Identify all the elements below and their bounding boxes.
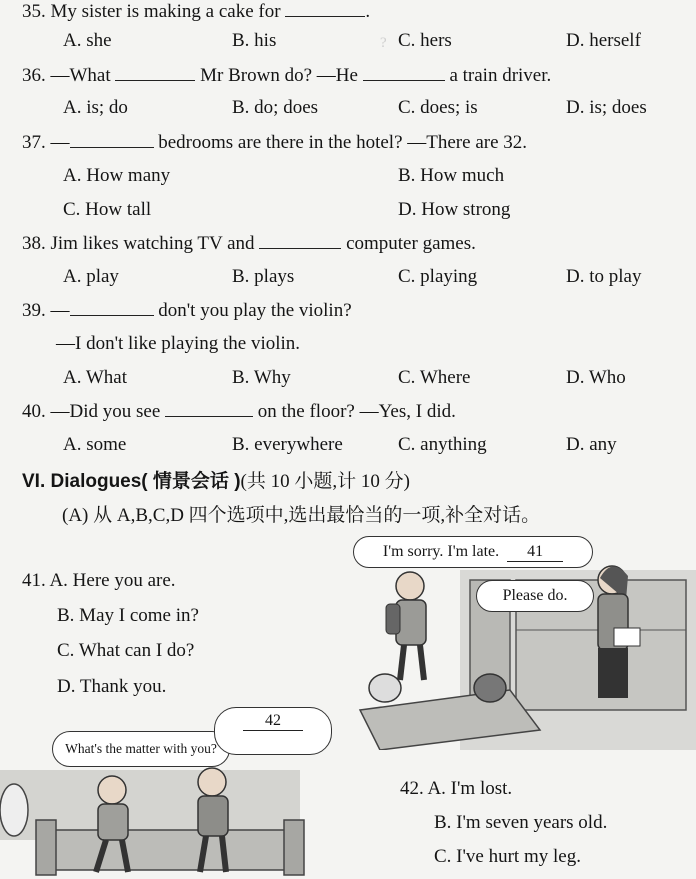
option-b[interactable]: B. everywhere	[232, 434, 343, 455]
option-c[interactable]: C. anything	[398, 434, 487, 455]
option-d[interactable]: D. any	[566, 434, 617, 455]
speech-bubble-question: What's the matter with you?	[52, 731, 230, 767]
question-response-line: —I don't like playing the violin.	[56, 333, 301, 354]
option-c[interactable]: C. How tall	[63, 199, 152, 220]
option-b[interactable]: B. Why	[232, 367, 291, 388]
option-b[interactable]: B. I'm seven years old.	[434, 812, 608, 833]
question-text: My sister is making a cake for	[50, 1, 281, 22]
question-text: —What	[50, 65, 111, 86]
question-number: 42.	[400, 778, 424, 799]
section-info: (共 10 小题,计 10 分)	[240, 471, 410, 492]
bubble-text: I'm sorry. I'm late.	[382, 543, 500, 560]
section-instruction: (A) 从 A,B,C,D 四个选项中,选出最恰当的一项,补全对话。	[62, 505, 541, 526]
option-d[interactable]: D. Thank you.	[57, 676, 167, 697]
option-d[interactable]: D. to play	[566, 266, 642, 287]
question-text: on the floor? —Yes, I did.	[257, 401, 456, 422]
bubble-blank-number[interactable]: 41	[507, 543, 563, 562]
question-text: computer games.	[346, 233, 476, 254]
question-text: .	[365, 1, 371, 22]
bleed-through-text: ?	[380, 35, 387, 51]
answer-blank[interactable]	[70, 131, 154, 148]
option-a: A. I'm lost.	[427, 778, 513, 799]
bubble-blank-number[interactable]: 42	[243, 712, 303, 731]
option-b[interactable]: B. do; does	[232, 97, 319, 118]
option-c[interactable]: C. I've hurt my leg.	[434, 846, 581, 867]
section-title: VI. Dialogues( 情景会话 )	[22, 471, 241, 492]
question-text: bedrooms are there in the hotel? —There are 32.	[158, 132, 528, 153]
option-c[interactable]: C. hers	[398, 30, 452, 51]
question-text: a train driver.	[449, 65, 552, 86]
speech-bubble-answer	[214, 707, 332, 755]
question-39	[22, 299, 352, 322]
option-a[interactable]: A. How many	[63, 165, 171, 186]
sofa-illustration	[0, 760, 330, 879]
option-a[interactable]: A. is; do	[63, 97, 128, 118]
question-number: 40.	[22, 401, 46, 422]
question-number: 37.	[22, 132, 46, 153]
option-d[interactable]: D. How strong	[398, 199, 511, 220]
question-38	[22, 232, 476, 255]
section-heading	[22, 466, 410, 493]
question-number: 41.	[22, 570, 46, 591]
option-d[interactable]: D. Who	[566, 367, 626, 388]
option-a[interactable]: A. play	[63, 266, 119, 287]
question-text: —Did you see	[50, 401, 161, 422]
option-b[interactable]: B. May I come in?	[57, 605, 199, 626]
option-d[interactable]: D. is; does	[566, 97, 647, 118]
option-b[interactable]: B. his	[232, 30, 277, 51]
question-42-option-a[interactable]	[400, 778, 512, 800]
option-b[interactable]: B. How much	[398, 165, 505, 186]
answer-blank[interactable]	[70, 299, 154, 316]
answer-blank[interactable]	[115, 64, 195, 81]
option-b[interactable]: B. plays	[232, 266, 295, 287]
question-text: Mr Brown do? —He	[200, 65, 358, 86]
option-c[interactable]: C. does; is	[398, 97, 478, 118]
option-a: A. Here you are.	[49, 570, 176, 591]
question-text: —	[50, 300, 70, 321]
speech-bubble-teacher: Please do.	[476, 580, 594, 612]
question-36	[22, 64, 551, 87]
speech-bubble-boy	[353, 536, 593, 568]
question-number: 36.	[22, 65, 46, 86]
answer-blank[interactable]	[165, 400, 253, 417]
question-40	[22, 400, 456, 423]
question-text: Jim likes watching TV and	[50, 233, 255, 254]
answer-blank[interactable]	[285, 0, 365, 17]
option-d[interactable]: D. herself	[566, 30, 641, 51]
question-text: don't you play the violin?	[158, 300, 352, 321]
option-a[interactable]: A. she	[63, 30, 112, 51]
question-41-option-a[interactable]	[22, 570, 176, 592]
answer-blank[interactable]	[363, 64, 445, 81]
option-c[interactable]: C. playing	[398, 266, 478, 287]
question-35	[22, 0, 370, 23]
question-37	[22, 131, 527, 154]
question-text: —	[50, 132, 70, 153]
question-number: 38.	[22, 233, 46, 254]
answer-blank[interactable]	[259, 232, 341, 249]
option-c[interactable]: C. Where	[398, 367, 471, 388]
option-a[interactable]: A. What	[63, 367, 128, 388]
question-number: 35.	[22, 1, 46, 22]
option-a[interactable]: A. some	[63, 434, 127, 455]
question-number: 39.	[22, 300, 46, 321]
option-c[interactable]: C. What can I do?	[57, 640, 195, 661]
